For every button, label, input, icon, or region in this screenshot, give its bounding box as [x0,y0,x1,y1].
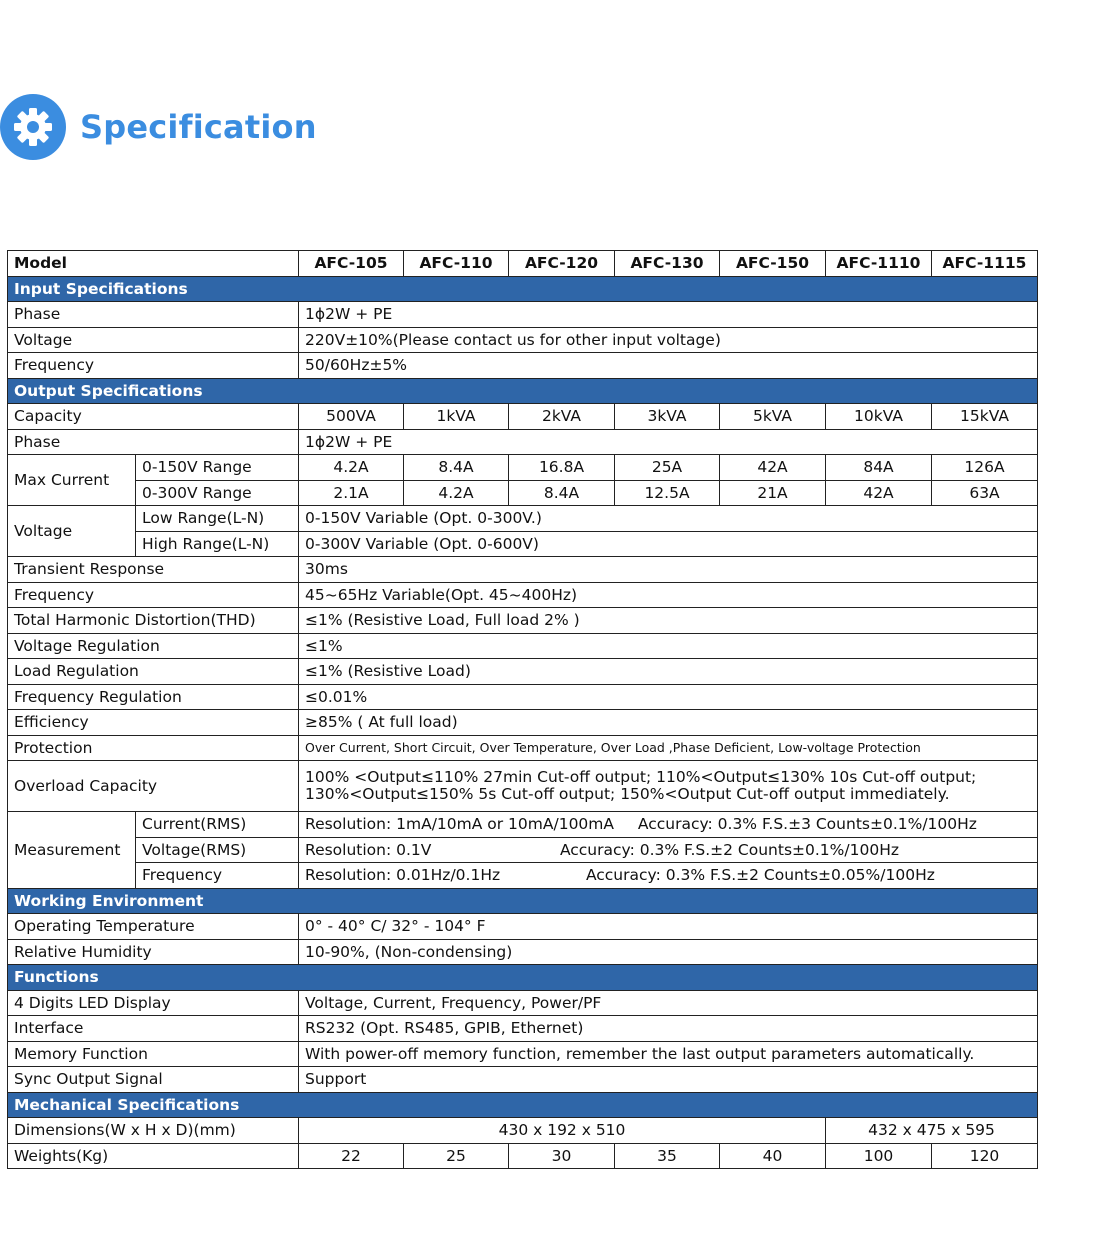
overload-line: 130%<Output≤150% 5s Cut-off output; 150%<Output Cut-off output immediately. [305,785,950,803]
section-title: Output Specifications [8,378,1038,404]
current-cell: 4.2A [404,480,509,506]
row-label: Total Harmonic Distortion(THD) [8,608,299,634]
row-label: Memory Function [8,1041,299,1067]
current-cell: 63A [932,480,1038,506]
current-cell: 16.8A [509,455,615,481]
spec-header [0,94,317,160]
table-row [8,1016,1038,1042]
section-title: Working Environment [8,888,1038,914]
row-value [299,863,1038,889]
table-row [8,735,1038,761]
model-cell: AFC-130 [615,251,720,277]
dimension-large: 432 x 475 x 595 [826,1118,1038,1144]
table-row [8,1118,1038,1144]
row-value: 50/60Hz±5% [299,353,1038,379]
row-label: Protection [8,735,299,761]
row-label: Transient Response [8,557,299,583]
row-label: Max Current [8,455,136,506]
sub-label: Frequency [136,863,299,889]
weight-cell: 120 [932,1143,1038,1169]
accuracy-text: Accuracy: 0.3% F.S.±3 Counts±0.1%/100Hz [637,815,977,834]
row-value: ≥85% ( At full load) [299,710,1038,736]
section-header [8,1092,1038,1118]
weight-cell: 22 [299,1143,404,1169]
row-label: Dimensions(W x H x D)(mm) [8,1118,299,1144]
table-row [8,582,1038,608]
row-label: Efficiency [8,710,299,736]
row-label: Measurement [8,812,136,889]
row-value: 0-300V Variable (Opt. 0-600V) [299,531,1038,557]
current-cell: 4.2A [299,455,404,481]
row-label: Interface [8,1016,299,1042]
current-cell: 42A [826,480,932,506]
table-row [8,1041,1038,1067]
table-row [8,633,1038,659]
row-label: Load Regulation [8,659,299,685]
current-cell: 21A [720,480,826,506]
row-label: Frequency Regulation [8,684,299,710]
table-row [8,302,1038,328]
row-value: Over Current, Short Circuit, Over Temperature, Over Load ,Phase Deficient, Low-voltage Protection [299,735,1038,761]
table-row [8,1067,1038,1093]
resolution-text: Resolution: 1mA/10mA or 10mA/100mA [305,815,614,834]
sub-label: 0-300V Range [136,480,299,506]
capacity-cell: 2kVA [509,404,615,430]
row-value [299,837,1038,863]
table-row [8,327,1038,353]
row-label: Voltage [8,506,136,557]
overload-value [299,761,1038,812]
row-label: Capacity [8,404,299,430]
row-label: Phase [8,429,299,455]
row-value: 1ϕ2W + PE [299,429,1038,455]
row-value: 0° - 40° C/ 32° - 104° F [299,914,1038,940]
row-value: 1ϕ2W + PE [299,302,1038,328]
model-label: Model [8,251,299,277]
current-cell: 12.5A [615,480,720,506]
current-cell: 84A [826,455,932,481]
table-row [8,608,1038,634]
section-title: Functions [8,965,1038,991]
model-cell: AFC-1115 [932,251,1038,277]
specification-table [7,250,1038,1169]
row-value: 30ms [299,557,1038,583]
overload-line: 100% <Output≤110% 27min Cut-off output; 110%<Output≤130% 10s Cut-off output; [305,768,977,786]
weight-cell: 100 [826,1143,932,1169]
table-row [8,353,1038,379]
table-row [8,404,1038,430]
page-title: Specification [80,108,317,146]
table-row [8,863,1038,889]
row-value: 0-150V Variable (Opt. 0-300V.) [299,506,1038,532]
row-value: 45~65Hz Variable(Opt. 45~400Hz) [299,582,1038,608]
table-row [8,710,1038,736]
model-cell: AFC-1110 [826,251,932,277]
table-row [8,939,1038,965]
row-label: Operating Temperature [8,914,299,940]
row-value: With power-off memory function, remember the last output parameters automatically. [299,1041,1038,1067]
table-row [8,557,1038,583]
row-value: ≤0.01% [299,684,1038,710]
table-row [8,506,1038,532]
row-value: ≤1% (Resistive Load) [299,659,1038,685]
section-header [8,888,1038,914]
capacity-cell: 3kVA [615,404,720,430]
table-row [8,812,1038,838]
row-value [299,812,1038,838]
section-header [8,965,1038,991]
model-cell: AFC-105 [299,251,404,277]
sub-label: Voltage(RMS) [136,837,299,863]
section-title: Input Specifications [8,276,1038,302]
gear-icon [0,94,66,160]
current-cell: 2.1A [299,480,404,506]
row-label: Weights(Kg) [8,1143,299,1169]
capacity-cell: 10kVA [826,404,932,430]
weight-cell: 40 [720,1143,826,1169]
capacity-cell: 500VA [299,404,404,430]
row-label: Frequency [8,353,299,379]
row-value: 10-90%, (Non-condensing) [299,939,1038,965]
weight-cell: 30 [509,1143,615,1169]
sub-label: 0-150V Range [136,455,299,481]
section-header [8,378,1038,404]
row-label: Voltage Regulation [8,633,299,659]
accuracy-text: Accuracy: 0.3% F.S.±2 Counts±0.05%/100Hz [585,866,935,885]
row-label: Phase [8,302,299,328]
table-row [8,659,1038,685]
row-label: Sync Output Signal [8,1067,299,1093]
table-row [8,455,1038,481]
table-row [8,914,1038,940]
section-title: Mechanical Specifications [8,1092,1038,1118]
row-value: 220V±10%(Please contact us for other input voltage) [299,327,1038,353]
current-cell: 42A [720,455,826,481]
row-label: Frequency [8,582,299,608]
row-label: 4 Digits LED Display [8,990,299,1016]
capacity-cell: 5kVA [720,404,826,430]
current-cell: 126A [932,455,1038,481]
sub-label: Current(RMS) [136,812,299,838]
table-row [8,761,1038,812]
row-value: ≤1% [299,633,1038,659]
current-cell: 8.4A [509,480,615,506]
current-cell: 8.4A [404,455,509,481]
capacity-cell: 15kVA [932,404,1038,430]
table-row [8,684,1038,710]
dimension-small: 430 x 192 x 510 [299,1118,826,1144]
weight-cell: 25 [404,1143,509,1169]
weight-cell: 35 [615,1143,720,1169]
row-value: Support [299,1067,1038,1093]
row-label: Voltage [8,327,299,353]
row-label: Overload Capacity [8,761,299,812]
table-row [8,990,1038,1016]
current-cell: 25A [615,455,720,481]
table-row [8,531,1038,557]
table-row [8,837,1038,863]
section-header [8,276,1038,302]
model-row [8,251,1038,277]
resolution-text: Resolution: 0.1V [305,840,432,859]
sub-label: Low Range(L-N) [136,506,299,532]
model-cell: AFC-120 [509,251,615,277]
row-value: Voltage, Current, Frequency, Power/PF [299,990,1038,1016]
table-row [8,429,1038,455]
accuracy-text: Accuracy: 0.3% F.S.±2 Counts±0.1%/100Hz [559,840,899,859]
model-cell: AFC-150 [720,251,826,277]
row-value: RS232 (Opt. RS485, GPIB, Ethernet) [299,1016,1038,1042]
resolution-text: Resolution: 0.01Hz/0.1Hz [305,866,501,885]
table-row [8,1143,1038,1169]
table-row [8,480,1038,506]
capacity-cell: 1kVA [404,404,509,430]
sub-label: High Range(L-N) [136,531,299,557]
row-label: Relative Humidity [8,939,299,965]
model-cell: AFC-110 [404,251,509,277]
row-value: ≤1% (Resistive Load, Full load 2% ) [299,608,1038,634]
